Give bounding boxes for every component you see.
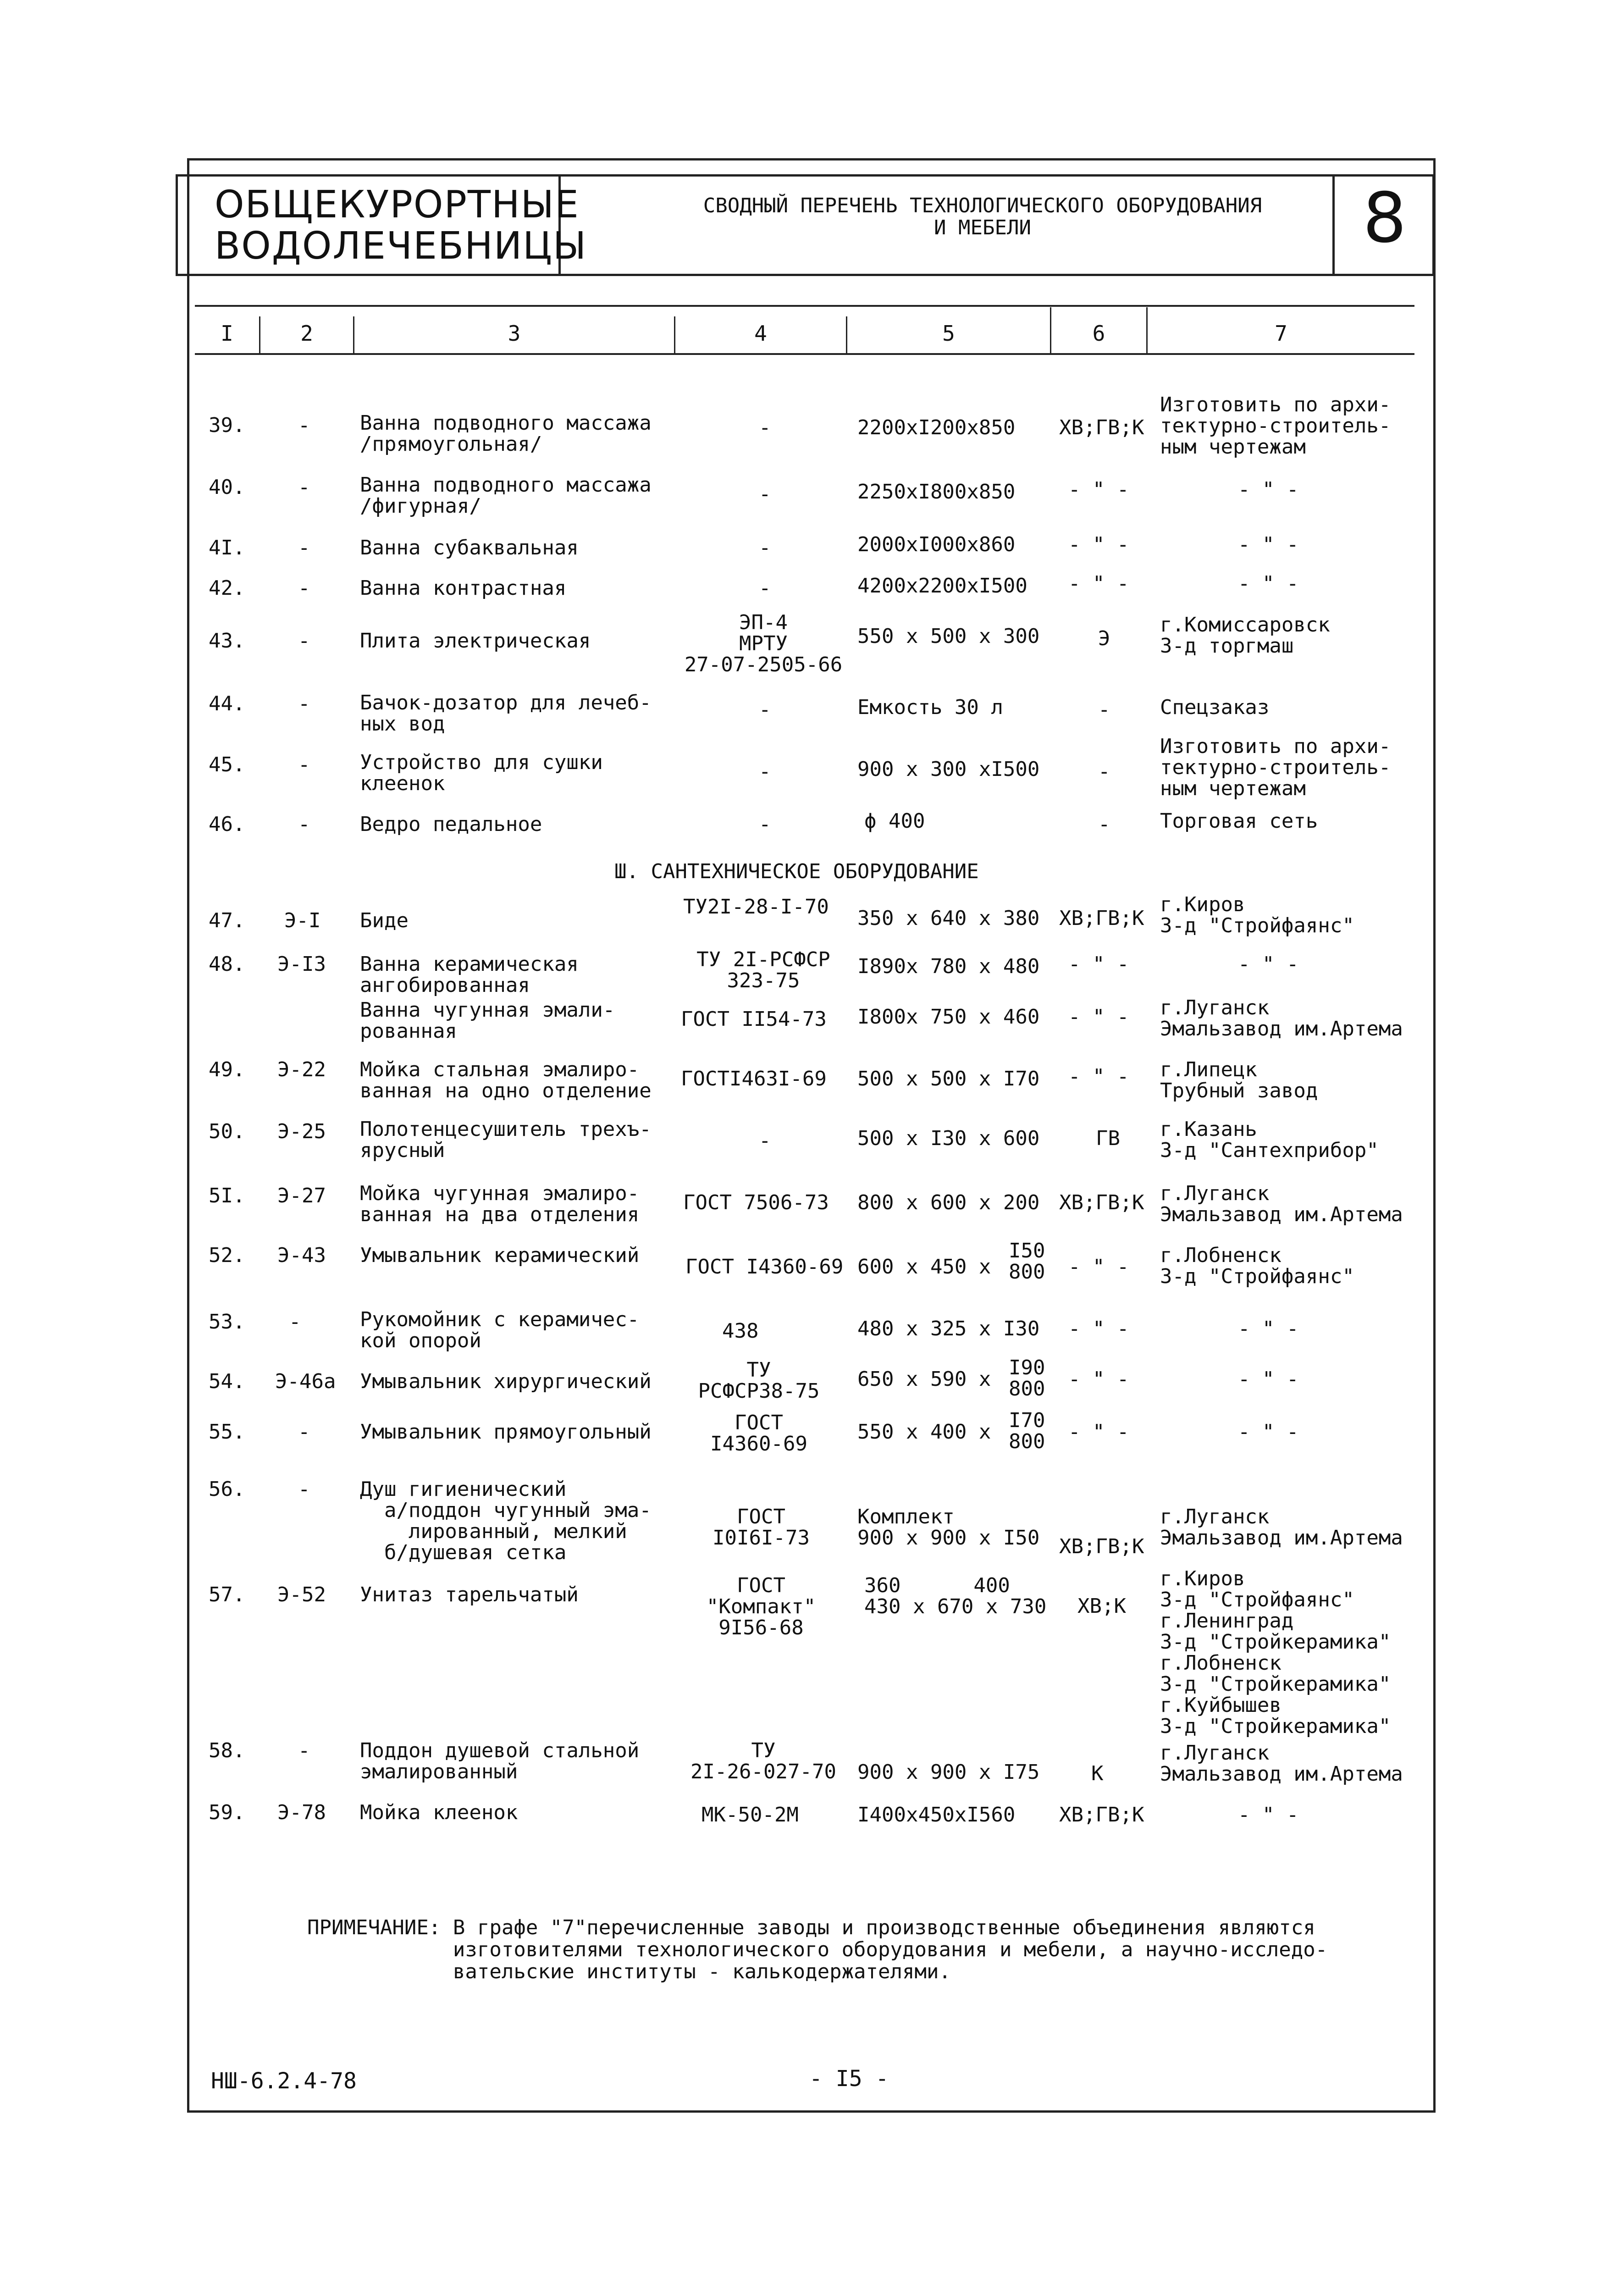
row-standard: ЭП-4 МРТУ 27-07-2505-66 — [684, 611, 843, 676]
row-standard: ГОСТI463I-69 — [681, 1067, 827, 1090]
row-dimensions: Комплект 900 x 900 x I50 — [857, 1505, 1040, 1550]
row-manufacturer: Спецзаказ — [1160, 696, 1270, 719]
row-dimensions: 550 x 500 x 300 — [857, 625, 1040, 648]
row-code: Э-25 — [277, 1120, 326, 1143]
row-code: - — [298, 629, 310, 653]
row-utilities: К — [1091, 1762, 1104, 1785]
table-top-rule — [195, 305, 1414, 307]
document-code: НШ-6.2.4-78 — [211, 2068, 357, 2094]
row-standard: ГОСТ 7506-73 — [683, 1191, 829, 1214]
row-name: Умывальник прямоугольный — [360, 1420, 652, 1444]
row-dimensions: 900 x 300 xI500 — [857, 758, 1040, 781]
row-dimensions: 2200xI200x850 — [857, 416, 1016, 439]
row-manufacturer: г.Комиссаровск З-д торгмаш — [1160, 613, 1330, 658]
row-manufacturer: г.Луганск Эмальзавод им.Артема — [1160, 1182, 1403, 1226]
row-manufacturer: г.Киров З-д "Стройфаянс" — [1160, 893, 1354, 937]
row-number: 54. — [209, 1370, 245, 1393]
row-number: 39. — [209, 414, 245, 437]
row-dimensions: 360 400 430 x 670 x 730 — [864, 1574, 1047, 1618]
row-utilities: - " - — [1068, 478, 1129, 501]
row-manufacturer: Изготовить по архи- тектурно-строитель- ным чертежам — [1160, 393, 1391, 459]
row-dimensions: 4200x2200xI500 — [857, 574, 1027, 598]
row-code: - — [298, 414, 310, 437]
row-code: - — [289, 1310, 301, 1334]
row-manufacturer: г.Киров З-д "Стройфаянс" г.Ленинград З-д "Стройкерамика" г.Лобненск З-д "Стройкерамика" г.Куйбышев З-д "Стройкерамика" — [1160, 1567, 1391, 1738]
row-utilities: - " - — [1068, 1367, 1129, 1391]
row-code: Э-52 — [277, 1583, 326, 1606]
row-utilities: - — [1098, 760, 1110, 783]
row-manufacturer: - " - — [1238, 533, 1299, 556]
row-code: Э-43 — [277, 1244, 326, 1267]
row-utilities: - — [1098, 813, 1110, 836]
row-standard: ТУ 2I-26-027-70 — [690, 1739, 836, 1783]
row-standard: - — [759, 482, 771, 506]
row-utilities: XB;ГВ;К — [1059, 1191, 1144, 1214]
row-dimensions: 480 x 325 x I30 — [857, 1317, 1040, 1340]
row-utilities: - " - — [1068, 533, 1129, 556]
page-number: - I5 - — [809, 2066, 889, 2092]
row-dimensions: I890x 780 x 480 — [857, 955, 1040, 978]
row-dimensions: I800x 750 x 460 — [857, 1005, 1040, 1029]
row-name: Мойка стальная эмалиро- ванная на одно отделение — [360, 1058, 652, 1102]
row-code: Э-27 — [277, 1184, 326, 1207]
row-dimensions: I400x450xI560 — [857, 1803, 1016, 1827]
row-dimensions: Емкость 30 л — [857, 696, 1003, 719]
row-code: Э-46а — [275, 1370, 336, 1393]
row-utilities: Э — [1098, 627, 1110, 650]
column-header-1: I — [221, 321, 233, 346]
row-standard: ТУ РСФСР38-75 — [698, 1358, 820, 1403]
row-name: Душ гигиенический а/поддон чугунный эма- лированный, мелкий б/душевая сетка — [360, 1478, 652, 1564]
row-name: Биде — [360, 909, 409, 932]
row-number: 52. — [209, 1244, 245, 1267]
row-utilities: - " - — [1068, 1005, 1129, 1029]
row-name: Умывальник керамический — [360, 1244, 640, 1267]
row-dimensions: 350 x 640 x 380 — [857, 907, 1040, 930]
title-block — [176, 174, 1435, 276]
section-title: Ш. САНТЕХНИЧЕСКОЕ ОБОРУДОВАНИЕ — [614, 860, 979, 883]
row-number: 58. — [209, 1739, 245, 1762]
row-name: Мойка клеенок — [360, 1801, 518, 1824]
row-number: 49. — [209, 1058, 245, 1081]
row-name: Полотенцесушитель трехъ- ярусный — [360, 1118, 652, 1162]
row-manufacturer: - " - — [1238, 1367, 1299, 1391]
row-standard: ГОСТ I4360-69 — [710, 1411, 807, 1456]
sheet-number: 8 — [1363, 178, 1407, 258]
row-standard: - — [759, 576, 771, 600]
row-manufacturer: - " - — [1238, 1803, 1299, 1827]
row-manufacturer: г.Казань З-д "Сантехприбор" — [1160, 1118, 1379, 1162]
row-manufacturer: Торговая сеть — [1160, 809, 1318, 833]
row-number: 4I. — [209, 536, 245, 559]
column-header-3: 3 — [508, 321, 521, 346]
row-dimensions: 600 x 450 x — [857, 1255, 991, 1279]
row-dimensions-height: I90 800 — [1009, 1356, 1045, 1400]
row-utilities: - " - — [1068, 572, 1129, 595]
row-number: 50. — [209, 1120, 245, 1143]
row-utilities: - — [1098, 698, 1110, 721]
row-name: Плита электрическая — [360, 629, 591, 653]
row-code: Э-78 — [277, 1801, 326, 1824]
row-dimensions: 550 x 400 x — [857, 1420, 991, 1444]
row-manufacturer: - " - — [1238, 952, 1299, 976]
row-code: - — [298, 692, 310, 715]
row-dimensions: 650 x 590 x — [857, 1367, 991, 1391]
row-utilities: - " - — [1068, 1065, 1129, 1088]
organization-title-line-1: ОБЩЕКУРОРТНЫЕ — [215, 183, 580, 227]
row-utilities: - " - — [1068, 952, 1129, 976]
row-number: 44. — [209, 692, 245, 715]
row-dimensions: 800 x 600 x 200 — [857, 1191, 1040, 1214]
row-dimensions-height: I70 800 — [1009, 1409, 1045, 1453]
row-dimensions: ϕ 400 — [864, 809, 925, 833]
row-dimensions: 900 x 900 x I75 — [857, 1760, 1040, 1784]
column-header-5: 5 — [942, 321, 955, 346]
row-standard: ТУ 2I-РСФСР 323-75 — [696, 948, 830, 992]
row-code: - — [298, 1420, 310, 1444]
row-code: Э-22 — [277, 1058, 326, 1081]
row-utilities: XB;ГВ;К — [1059, 907, 1144, 930]
row-number: 48. — [209, 952, 245, 976]
row-number: 55. — [209, 1420, 245, 1444]
row-number: 40. — [209, 476, 245, 499]
row-code: - — [298, 1739, 310, 1762]
title-left-cell — [178, 177, 587, 274]
table-header-rule — [195, 353, 1414, 355]
title-center-cell — [558, 177, 1407, 274]
row-dimensions: 2000xI000x860 — [857, 533, 1016, 556]
row-manufacturer: г.Липецк Трубный завод — [1160, 1058, 1318, 1102]
row-standard: ГОСТ I0I6I-73 — [713, 1505, 810, 1550]
row-name: Ванна подводного массажа /прямоугольная/ — [360, 411, 652, 456]
row-standard: ГОСТ II54-73 — [681, 1007, 827, 1031]
row-name: Мойка чугунная эмалиро- ванная на два отделения — [360, 1182, 640, 1226]
row-code: - — [298, 753, 310, 776]
document-title-line-2: И МЕБЕЛИ — [934, 216, 1031, 239]
row-number: 43. — [209, 629, 245, 653]
row-manufacturer: - " - — [1238, 572, 1299, 595]
row-name: Рукомойник с керамичес- кой опорой — [360, 1308, 640, 1352]
column-header-7: 7 — [1275, 321, 1287, 346]
row-name: Поддон душевой стальной эмалированный — [360, 1739, 640, 1783]
row-name: Ведро педальное — [360, 813, 542, 836]
row-standard: - — [759, 698, 771, 721]
row-dimensions: 500 x I30 x 600 — [857, 1127, 1040, 1150]
row-dimensions: 500 x 500 x I70 — [857, 1067, 1040, 1090]
row-standard: МК-50-2М — [702, 1803, 799, 1827]
row-name: Унитаз тарельчатый — [360, 1583, 579, 1606]
row-name: Ванна контрастная — [360, 576, 567, 600]
row-standard: - — [759, 760, 771, 783]
organization-title-line-2: ВОДОЛЕЧЕБНИЦЫ — [215, 224, 587, 268]
document-title-line-1: СВОДНЫЙ ПЕРЕЧЕНЬ ТЕХНОЛОГИЧЕСКОГО ОБОРУДОВАНИЯ — [703, 194, 1262, 217]
row-name: Ванна чугунная эмали- рованная — [360, 998, 615, 1043]
row-code: - — [298, 536, 310, 559]
row-utilities: - " - — [1068, 1317, 1129, 1340]
row-name: Умывальник хирургический — [360, 1370, 652, 1393]
row-number: 56. — [209, 1478, 245, 1501]
sheet-number-cell — [1332, 177, 1435, 274]
row-standard: - — [759, 536, 771, 559]
row-manufacturer: - " - — [1238, 478, 1299, 501]
row-utilities: XB;К — [1077, 1594, 1126, 1618]
row-manufacturer: - " - — [1238, 1420, 1299, 1444]
column-header-6: 6 — [1092, 321, 1105, 346]
row-utilities: - " - — [1068, 1255, 1129, 1279]
row-manufacturer: г.Луганск Эмальзавод им.Артема — [1160, 1741, 1403, 1786]
row-name: Бачок-дозатор для лечеб- ных вод — [360, 691, 652, 736]
row-utilities: XB;ГВ;К — [1059, 416, 1144, 439]
row-name: Ванна подводного массажа /фигурная/ — [360, 473, 652, 518]
row-number: 5I. — [209, 1184, 245, 1207]
row-dimensions-height: I50 800 — [1009, 1239, 1045, 1284]
row-standard: 438 — [722, 1319, 759, 1343]
row-code: Э-I — [284, 909, 321, 932]
row-code: - — [298, 813, 310, 836]
row-standard: - — [759, 1129, 771, 1152]
footnote: ПРИМЕЧАНИЕ: В графе "7"перечисленные заводы и производственные объединения являются изготовителями технологического оборудования и мебели, а научно-исследо- вательские институты - калькодержателями. — [307, 1916, 1328, 1983]
row-number: 46. — [209, 813, 245, 836]
row-number: 59. — [209, 1801, 245, 1824]
row-standard: - — [759, 416, 771, 439]
row-manufacturer: г.Лобненск З-д "Стройфаянс" — [1160, 1244, 1354, 1288]
column-header-2: 2 — [300, 321, 313, 346]
row-standard: ГОСТ "Компакт" 9I56-68 — [706, 1574, 816, 1639]
row-utilities: XB;ГВ;К — [1059, 1535, 1144, 1558]
row-code: - — [298, 1478, 310, 1501]
row-manufacturer: г.Луганск Эмальзавод им.Артема — [1160, 1505, 1403, 1550]
row-utilities: - " - — [1068, 1420, 1129, 1444]
row-number: 42. — [209, 576, 245, 600]
row-utilities: ГВ — [1096, 1127, 1120, 1150]
row-standard: - — [759, 813, 771, 836]
row-name: Ванна субаквальная — [360, 536, 579, 559]
row-code: - — [298, 476, 310, 499]
row-number: 57. — [209, 1583, 245, 1606]
row-manufacturer: г.Луганск Эмальзавод им.Артема — [1160, 996, 1403, 1041]
row-standard: ГОСТ I4360-69 — [685, 1255, 844, 1279]
column-header-4: 4 — [754, 321, 767, 346]
row-name: Ванна керамическая ангобированная — [360, 952, 579, 997]
row-manufacturer: - " - — [1238, 1317, 1299, 1340]
row-dimensions: 2250xI800x850 — [857, 480, 1016, 504]
row-number: 53. — [209, 1310, 245, 1334]
row-manufacturer: Изготовить по архи- тектурно-строитель- ным чертежам — [1160, 735, 1391, 800]
row-standard: ТУ2I-28-I-70 — [683, 895, 829, 919]
row-number: 45. — [209, 753, 245, 776]
row-name: Устройство для сушки клеенок — [360, 751, 603, 795]
row-code: Э-I3 — [277, 952, 326, 976]
row-number: 47. — [209, 909, 245, 932]
row-code: - — [298, 576, 310, 600]
row-utilities: XB;ГВ;К — [1059, 1803, 1144, 1827]
